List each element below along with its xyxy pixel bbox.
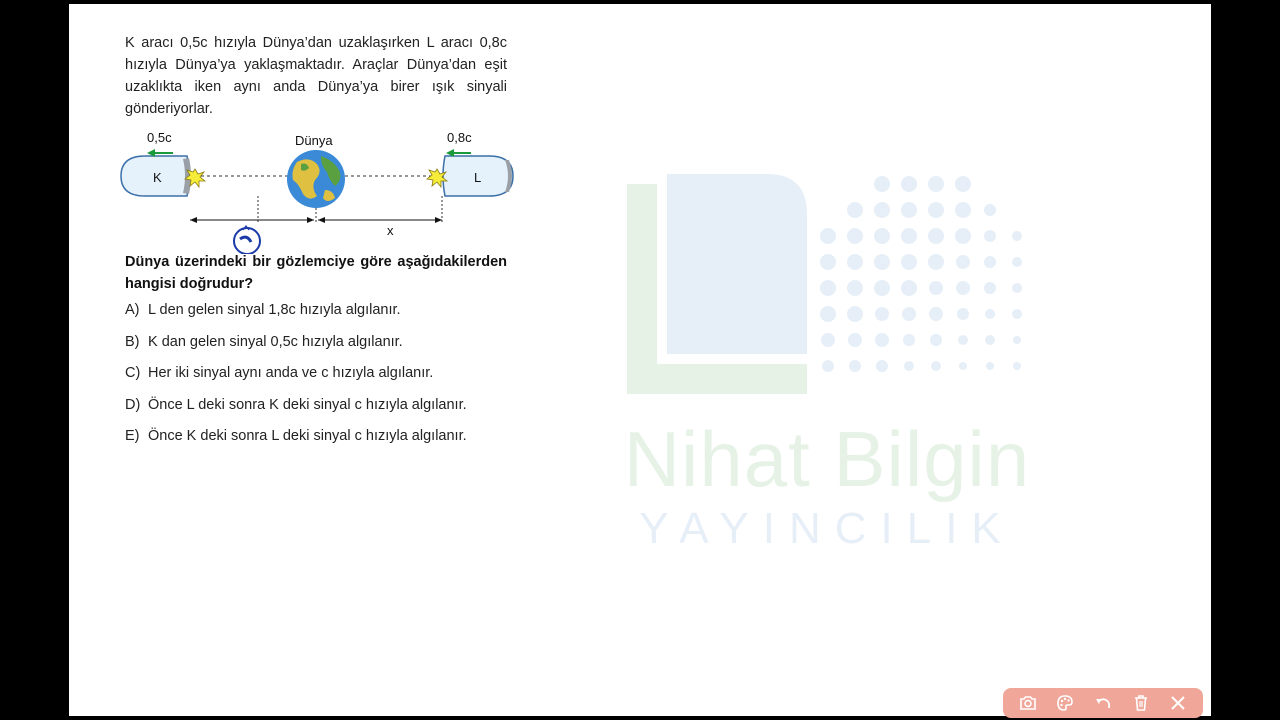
delete-button[interactable] — [1128, 690, 1154, 716]
option-c[interactable] — [125, 365, 545, 397]
option-a[interactable] — [125, 302, 545, 334]
annotation-toolbar — [1003, 688, 1203, 718]
option-text: Önce L deki sonra K deki sinyal c hızıyla algılanır. — [148, 396, 467, 413]
watermark-subtitle: YAYINCILIK — [639, 504, 1015, 553]
option-letter: A) — [125, 302, 140, 318]
publisher-watermark — [617, 164, 1047, 564]
color-button[interactable] — [1052, 690, 1078, 716]
option-text: Her iki sinyal aynı anda ve c hızıyla algılanır. — [148, 365, 434, 381]
option-text: Önce K deki sonra L deki sinyal c hızıyla algılanır. — [148, 428, 467, 444]
vehicle-l — [443, 156, 513, 196]
option-e[interactable] — [125, 428, 545, 460]
undo-button[interactable] — [1090, 690, 1116, 716]
k-speed-label: 0,5c — [147, 130, 172, 145]
vehicle-k — [121, 156, 191, 196]
left-distance-arrow — [190, 217, 314, 223]
earth-label: Dünya — [295, 133, 333, 148]
right-distance-arrow — [318, 217, 442, 223]
option-b[interactable] — [125, 334, 545, 366]
option-text: L den gelen sinyal 1,8c hızıyla algılanır. — [148, 302, 401, 318]
option-letter: D) — [125, 396, 141, 413]
vehicle-k-label: K — [153, 170, 162, 185]
answer-options — [125, 302, 545, 460]
option-letter: B) — [125, 333, 140, 350]
pen-cursor-icon — [234, 226, 260, 254]
close-icon — [1168, 693, 1188, 713]
watermark-brand: Nihat Bilgin — [623, 415, 1031, 503]
undo-icon — [1093, 693, 1113, 713]
option-d[interactable] — [125, 397, 545, 429]
question-prompt: Dünya üzerindeki bir gözlemciye göre aşağıdakilerden hangisi doğrudur? — [125, 254, 507, 292]
vehicle-l-label: L — [474, 170, 482, 185]
camera-icon — [1018, 693, 1038, 713]
question-text: K aracı 0,5c hızıyla Dünya’dan uzaklaşırken L aracı 0,8c hızıyla Dünya’ya yaklaşmaktadır. Araçlar Dünya’dan eşit uzaklıkta iken aynı anda Dünya’ya birer ışık sinyali gönderiyorlar. — [125, 35, 507, 117]
screenshot-button[interactable] — [1015, 690, 1041, 716]
l-speed-label: 0,8c — [447, 130, 472, 145]
close-button[interactable] — [1165, 690, 1191, 716]
option-letter: E) — [125, 428, 140, 444]
vehicles-diagram — [117, 124, 517, 254]
watermark-logo — [617, 164, 1047, 414]
distance-label: x — [387, 223, 394, 238]
option-letter: C) — [125, 365, 141, 381]
slide-page — [69, 4, 1211, 716]
palette-icon — [1055, 693, 1075, 713]
earth-icon — [287, 150, 345, 208]
option-text: K dan gelen sinyal 0,5c hızıyla algılanır. — [148, 333, 403, 350]
trash-icon — [1131, 693, 1151, 713]
